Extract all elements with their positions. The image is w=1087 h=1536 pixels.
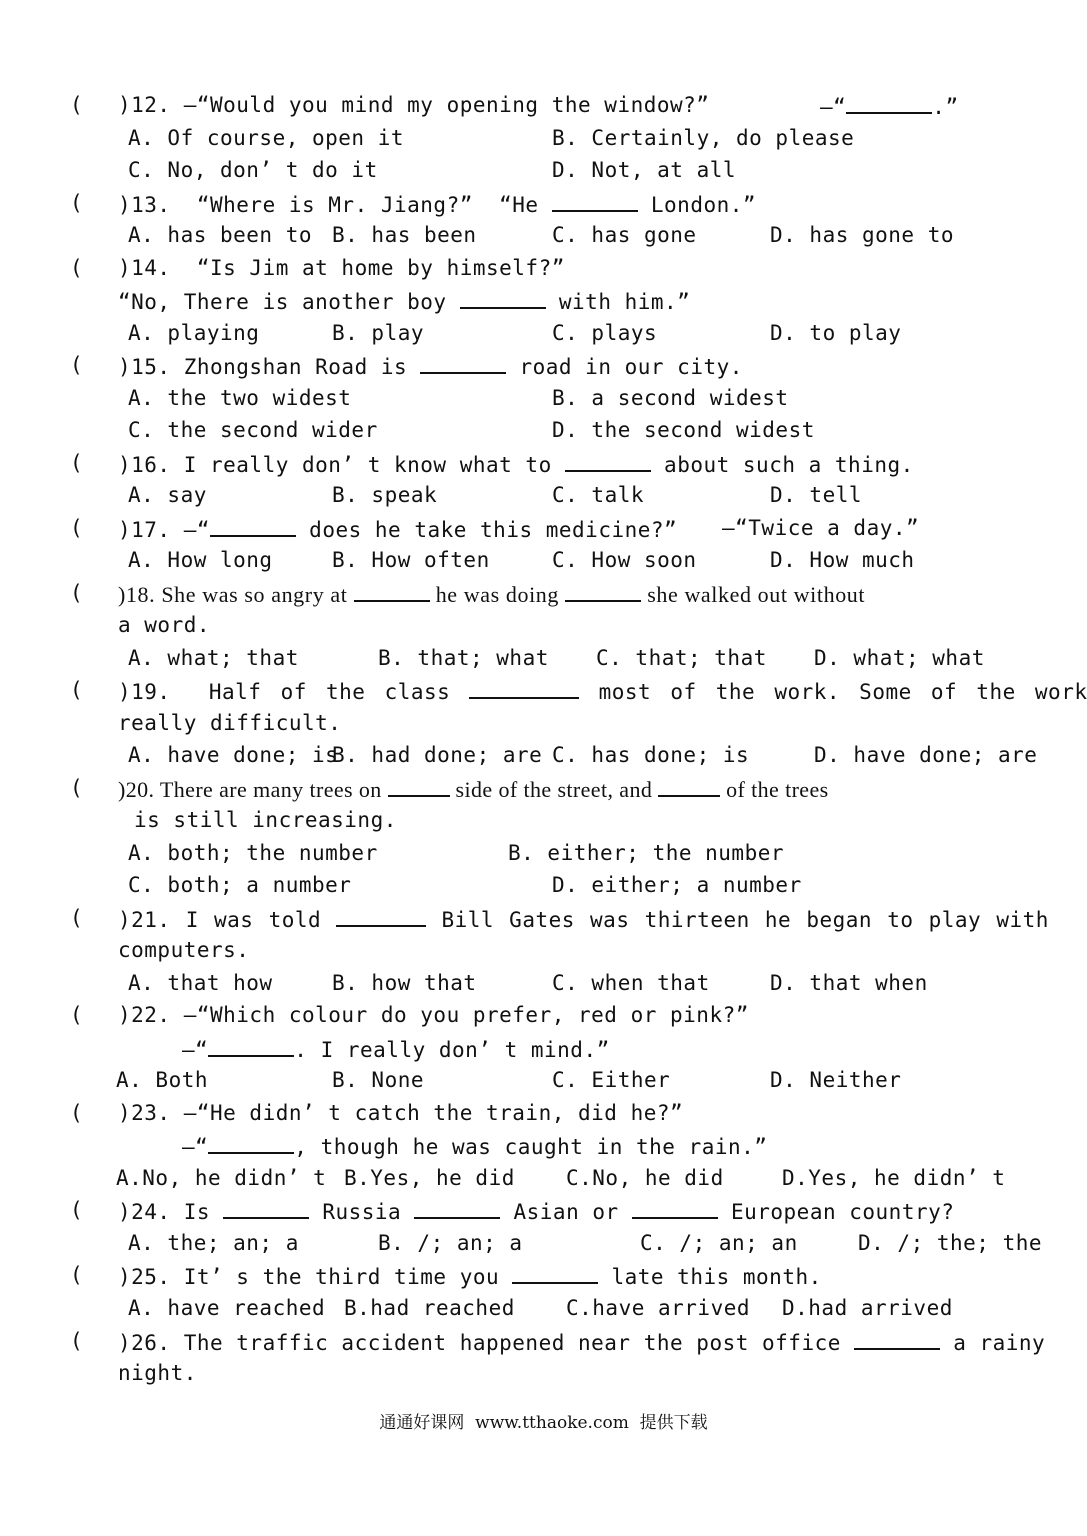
q25-option-b: B.had reached bbox=[344, 1296, 515, 1320]
q20-stem-part2: side of the street, and bbox=[455, 777, 653, 802]
q24-paren: ( bbox=[70, 1198, 84, 1222]
q14-line2-before: “No, There is another boy bbox=[118, 290, 447, 314]
q13-paren: ( bbox=[70, 191, 84, 215]
q15-option-c: C. the second wider bbox=[128, 418, 378, 442]
q20-stem bbox=[118, 775, 829, 803]
q13-option-c: C. has gone bbox=[552, 223, 697, 247]
q12-paren: ( bbox=[70, 93, 84, 117]
q17-reply: –“Twice a day.” bbox=[722, 516, 920, 540]
q18-option-b: B. that; what bbox=[378, 646, 549, 670]
q13-option-d: D. has gone to bbox=[770, 223, 955, 247]
q16-stem bbox=[118, 450, 914, 478]
q21-stem bbox=[118, 905, 1049, 933]
q22-stem: )22. –“Which colour do you prefer, red or pink?” bbox=[118, 1003, 749, 1027]
q17-stem-before: )17. –“ bbox=[118, 518, 211, 542]
q22-reply-close: . I really don’ t mind.” bbox=[294, 1038, 610, 1062]
q14-line2-after: with him.” bbox=[558, 290, 691, 314]
q14-paren: ( bbox=[70, 256, 84, 280]
q22-paren: ( bbox=[70, 1003, 84, 1027]
q22-option-b: B. None bbox=[332, 1068, 425, 1092]
q13-option-b: B. has been bbox=[332, 223, 477, 247]
q12-option-a: A. Of course, open it bbox=[128, 126, 405, 150]
q21-blank bbox=[336, 905, 426, 927]
q13-stem-after: London.” bbox=[650, 193, 757, 217]
q14-option-b: B. play bbox=[332, 321, 425, 345]
q26-stem-after: a rainy bbox=[953, 1331, 1046, 1355]
q12-blank bbox=[846, 92, 932, 114]
q15-stem-after: road in our city. bbox=[519, 355, 743, 379]
q23-option-a: A.No, he didn’ t bbox=[116, 1166, 327, 1190]
q26-stem bbox=[118, 1328, 1045, 1356]
q21-option-d: D. that when bbox=[770, 971, 928, 995]
q15-paren: ( bbox=[70, 353, 84, 377]
q12-reply-open: –“ bbox=[820, 95, 847, 119]
q25-option-c: C.have arrived bbox=[566, 1296, 751, 1320]
q13-blank bbox=[552, 190, 638, 212]
q24-blank-3 bbox=[632, 1197, 718, 1219]
q13-option-a: A. has been to bbox=[128, 223, 313, 247]
q25-option-d: D.had arrived bbox=[782, 1296, 953, 1320]
q24-blank-2 bbox=[414, 1197, 500, 1219]
q21-stem-after: Bill Gates was thirteen he began to play with bbox=[441, 908, 1049, 932]
q16-option-c: C. talk bbox=[552, 483, 645, 507]
q23-reply-close: , though he was caught in the rain.” bbox=[294, 1135, 768, 1159]
page-footer: 通通好课网 www.tthaoke.com 提供下载 bbox=[379, 1413, 708, 1433]
q13-stem-before: )13. “Where is Mr. Jiang?” “He bbox=[118, 193, 539, 217]
q16-stem-after: about such a thing. bbox=[664, 453, 914, 477]
q20-stem-line2: is still increasing. bbox=[134, 808, 397, 832]
q25-stem bbox=[118, 1262, 822, 1290]
q21-paren: ( bbox=[70, 906, 84, 930]
q14-stem: )14. “Is Jim at home by himself?” bbox=[118, 256, 565, 280]
q19-stem-before: )19. Half of the class bbox=[118, 680, 451, 704]
q23-reply-open: –“ bbox=[182, 1135, 209, 1159]
q23-option-d: D.Yes, he didn’ t bbox=[782, 1166, 1006, 1190]
q12-reply bbox=[820, 92, 959, 120]
q14-option-a: A. playing bbox=[128, 321, 260, 345]
q26-paren: ( bbox=[70, 1329, 84, 1353]
q23-blank bbox=[208, 1132, 294, 1154]
q25-option-a: A. have reached bbox=[128, 1296, 326, 1320]
q24-stem-part2: Russia bbox=[322, 1200, 402, 1224]
q26-blank bbox=[854, 1328, 940, 1350]
q23-reply bbox=[182, 1132, 767, 1160]
q16-blank bbox=[565, 450, 651, 472]
q14-option-c: C. plays bbox=[552, 321, 658, 345]
q16-option-a: A. say bbox=[128, 483, 207, 507]
q16-paren: ( bbox=[70, 451, 84, 475]
q24-stem-part3: Asian or bbox=[513, 1200, 619, 1224]
q21-stem-before: )21. I was told bbox=[118, 908, 322, 932]
q19-stem-line2: really difficult. bbox=[118, 711, 342, 735]
q17-option-d: D. How much bbox=[770, 548, 915, 572]
q18-stem-part2: he was doing bbox=[435, 582, 559, 607]
q18-stem-part1: )18. She was so angry at bbox=[118, 582, 348, 607]
q20-option-b: B. either; the number bbox=[508, 841, 785, 865]
q16-option-b: B. speak bbox=[332, 483, 438, 507]
q19-option-c: C. has done; is bbox=[552, 743, 750, 767]
q18-stem-line2: a word. bbox=[118, 613, 211, 637]
q19-option-d: D. have done; are bbox=[814, 743, 1038, 767]
q24-stem-part4: European country? bbox=[730, 1200, 955, 1224]
q17-option-c: C. How soon bbox=[552, 548, 697, 572]
q20-option-d: D. either; a number bbox=[552, 873, 802, 897]
q25-stem-after: late this month. bbox=[611, 1265, 822, 1289]
q19-option-a: A. have done; is bbox=[128, 743, 339, 767]
q21-option-a: A. that how bbox=[128, 971, 273, 995]
q24-stem bbox=[118, 1197, 954, 1225]
q19-stem-after: most of the work. Some of the work bbox=[598, 680, 1087, 704]
q17-stem bbox=[118, 515, 677, 543]
q22-reply-open: –“ bbox=[182, 1038, 209, 1062]
q23-option-c: C.No, he did bbox=[566, 1166, 724, 1190]
q15-stem bbox=[118, 352, 743, 380]
q19-blank bbox=[469, 677, 579, 699]
q21-option-c: C. when that bbox=[552, 971, 710, 995]
q22-option-d: D. Neither bbox=[770, 1068, 902, 1092]
q14-option-d: D. to play bbox=[770, 321, 902, 345]
q24-option-b: B. /; an; a bbox=[378, 1231, 523, 1255]
q17-option-b: B. How often bbox=[332, 548, 490, 572]
q15-blank bbox=[420, 352, 506, 374]
q25-blank bbox=[512, 1262, 598, 1284]
q18-option-d: D. what; what bbox=[814, 646, 985, 670]
q19-stem bbox=[118, 677, 1087, 705]
q13-stem bbox=[118, 190, 756, 218]
q12-option-c: C. No, don’ t do it bbox=[128, 158, 378, 182]
q26-stem-before: )26. The traffic accident happened near the post office bbox=[118, 1331, 841, 1355]
q14-blank bbox=[460, 287, 546, 309]
q15-option-b: B. a second widest bbox=[552, 386, 789, 410]
q16-stem-before: )16. I really don’ t know what to bbox=[118, 453, 552, 477]
q16-option-d: D. tell bbox=[770, 483, 863, 507]
q12-reply-close: .” bbox=[932, 95, 959, 119]
q17-blank bbox=[210, 515, 296, 537]
q22-option-c: C. Either bbox=[552, 1068, 671, 1092]
q17-paren: ( bbox=[70, 516, 84, 540]
q18-stem-part3: she walked out without bbox=[647, 582, 866, 607]
q15-option-d: D. the second widest bbox=[552, 418, 815, 442]
q21-option-b: B. how that bbox=[332, 971, 477, 995]
q24-blank-1 bbox=[223, 1197, 309, 1219]
q12-stem: )12. –“Would you mind my opening the window?” bbox=[118, 93, 710, 117]
q18-stem bbox=[118, 580, 865, 608]
q18-option-a: A. what; that bbox=[128, 646, 299, 670]
q12-option-d: D. Not, at all bbox=[552, 158, 737, 182]
q19-paren: ( bbox=[70, 678, 84, 702]
q22-blank bbox=[208, 1035, 294, 1057]
q20-option-c: C. both; a number bbox=[128, 873, 352, 897]
q23-paren: ( bbox=[70, 1101, 84, 1125]
q12-option-b: B. Certainly, do please bbox=[552, 126, 855, 150]
q22-option-a: A. Both bbox=[116, 1068, 209, 1092]
q17-stem-after: does he take this medicine?” bbox=[309, 518, 678, 542]
q18-blank-1 bbox=[354, 580, 430, 602]
q20-option-a: A. both; the number bbox=[128, 841, 378, 865]
q21-stem-line2: computers. bbox=[118, 938, 250, 962]
q15-option-a: A. the two widest bbox=[128, 386, 352, 410]
q24-option-d: D. /; the; the bbox=[858, 1231, 1043, 1255]
q24-option-c: C. /; an; an bbox=[640, 1231, 798, 1255]
q19-option-b: B. had done; are bbox=[332, 743, 543, 767]
q18-blank-2 bbox=[565, 580, 641, 602]
q25-paren: ( bbox=[70, 1263, 84, 1287]
q24-option-a: A. the; an; a bbox=[128, 1231, 299, 1255]
q25-stem-before: )25. It’ s the third time you bbox=[118, 1265, 500, 1289]
q14-stem-line2 bbox=[118, 287, 690, 315]
q24-stem-part1: )24. Is bbox=[118, 1200, 211, 1224]
q23-option-b: B.Yes, he did bbox=[344, 1166, 515, 1190]
q22-reply bbox=[182, 1035, 610, 1063]
q26-stem-line2: night. bbox=[118, 1361, 197, 1385]
q20-stem-part1: )20. There are many trees on bbox=[118, 777, 382, 802]
q17-option-a: A. How long bbox=[128, 548, 273, 572]
q20-blank-1 bbox=[388, 775, 450, 797]
q20-stem-part3: of the trees bbox=[726, 777, 829, 802]
q18-paren: ( bbox=[70, 581, 84, 605]
q20-blank-2 bbox=[658, 775, 720, 797]
q18-option-c: C. that; that bbox=[596, 646, 767, 670]
q15-stem-before: )15. Zhongshan Road is bbox=[118, 355, 408, 379]
q23-stem: )23. –“He didn’ t catch the train, did he?” bbox=[118, 1101, 684, 1125]
q20-paren: ( bbox=[70, 776, 84, 800]
